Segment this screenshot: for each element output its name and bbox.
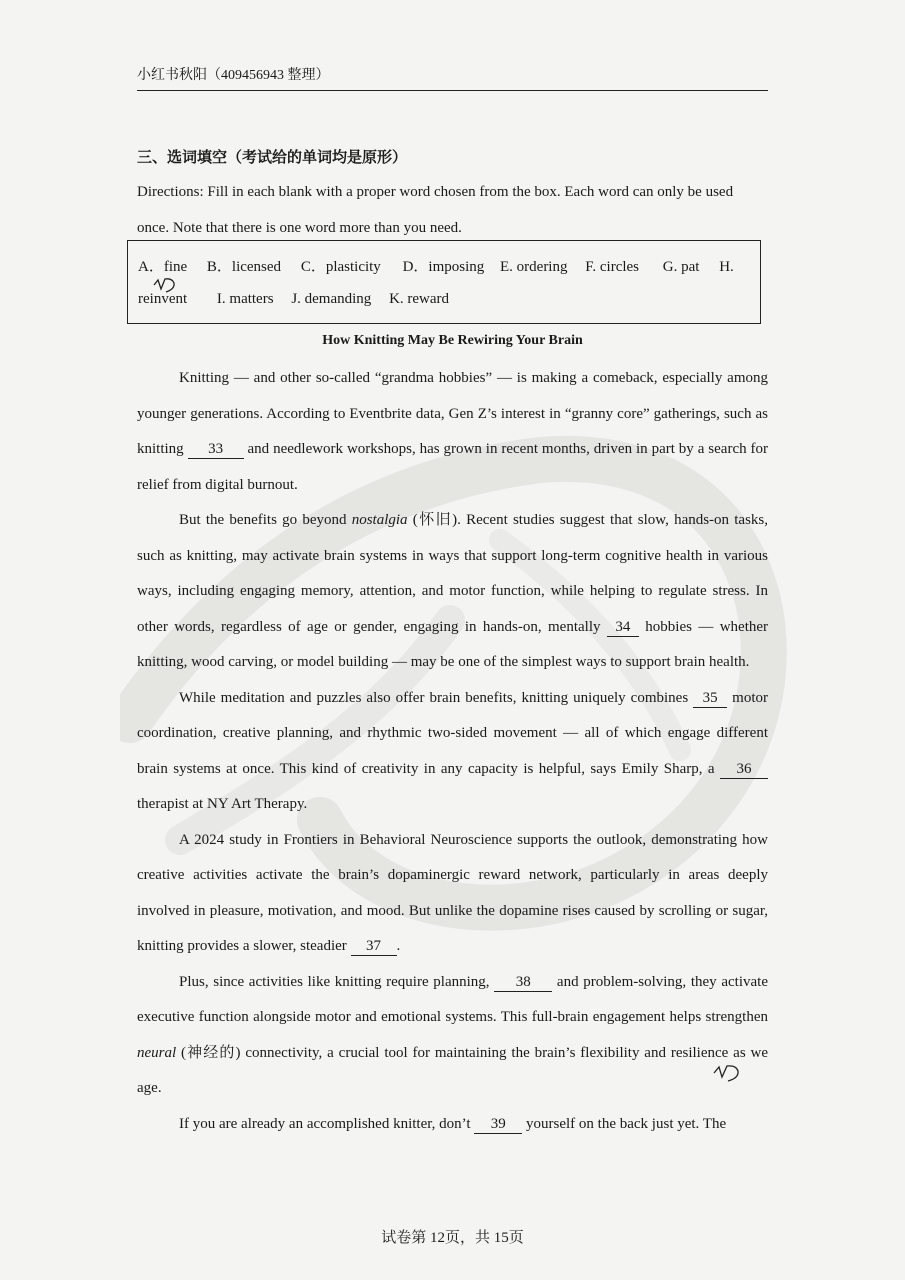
paragraph-5-text-c: (神经的) connectivity, a crucial tool for maintaining the brain’s flexibility and resilience as we age. [137, 1044, 769, 1096]
paragraph-3 [137, 681, 768, 823]
page-footer: 试卷第 12页，共 15页 [381, 1230, 524, 1246]
paragraph-6-text-b: yourself on the back just yet. The [526, 1115, 727, 1132]
blank-33: 33 [188, 440, 244, 459]
directions-text: Directions: Fill in each blank with a proper word chosen from the box. Each word can only be used once. Note that there is one word more than you need. [137, 184, 734, 236]
word-option-k: K. reward [389, 291, 450, 307]
paragraph-4 [137, 823, 768, 965]
paragraph-4-text-a: A 2024 study in Frontiers in Behavioral Neuroscience supports the outlook, demonstrating how creative activities activate the brain’s dopaminergic reward network, particularly in areas deeply involved in pleasure, motivation, and mood. But unlike the dopamine rises caused by scrolling or sugar, knitting provides a slower, steadier [137, 831, 768, 954]
word-option-a: A．fine [138, 259, 188, 275]
paragraph-2-text-a: But the benefits go beyond [179, 512, 347, 528]
paragraph-5-text-a: Plus, since activities like knitting require planning, [179, 973, 490, 990]
word-option-f: F. circles [585, 259, 640, 275]
nostalgia-term: nostalgia [351, 512, 408, 528]
word-option-g: G. pat [662, 259, 700, 275]
paragraph-2-text-c: hobbies — whether knitting, wood carving, or model building — may be one of the simplest ways to support brain health. [137, 618, 769, 670]
page-header: 小红书秋阳（409456943 整理） [137, 64, 768, 91]
word-option-e: E. ordering [500, 259, 568, 275]
blank-34: 34 [607, 618, 639, 637]
paragraph-3-text-c: therapist at NY Art Therapy. [137, 796, 308, 812]
blank-38: 38 [494, 973, 552, 992]
word-option-b: B．licensed [206, 259, 282, 275]
section-title: 三、选词填空（考试给的单词均是原形） [137, 148, 408, 166]
blank-39: 39 [474, 1115, 522, 1134]
paragraph-1 [137, 361, 768, 503]
paragraph-1-text-a: Knitting — and other so-called “grandma hobbies” — is making a comeback, especially among younger generations. According to Eventbrite data, Gen Z’s interest in “granny core” gatherings, such as knitting [137, 370, 768, 457]
word-option-d: D．imposing [402, 259, 485, 275]
paragraph-4-text-b: . [396, 938, 401, 954]
paragraph-5 [137, 965, 768, 1107]
paragraph-2 [137, 503, 768, 681]
neural-term: neural [137, 1044, 177, 1061]
word-option-j: J. demanding [291, 291, 372, 307]
blank-37: 37 [351, 937, 397, 956]
word-box-row-2 [138, 291, 449, 308]
article-title: How Knitting May Be Rewiring Your Brain [322, 333, 583, 348]
paragraph-3-text-a: While meditation and puzzles also offer brain benefits, knitting uniquely combines [179, 689, 689, 706]
paragraph-5-text-b: and problem-solving, they activate executive function alongside motor and emotional systems. This full-brain engagement helps strengthen [137, 973, 768, 1025]
article-body [137, 361, 768, 1142]
blank-35: 35 [693, 689, 727, 708]
paragraph-3-text-b: motor coordination, creative planning, and rhythmic two-sided movement — all of which engage different brain systems at once. This kind of creativity in any capacity is helpful, says Emily Sharp, a [137, 689, 768, 777]
word-box [127, 240, 761, 324]
checkmark-icon [712, 1064, 746, 1084]
word-box-row-1 [138, 255, 734, 276]
paragraph-2-text-b: (怀旧). Recent studies suggest that slow, hands-on tasks, such as knitting, may activate brain systems in ways that support long-term cognitive health in various ways, including engaging memory, attention, and motor function, while helping to regulate stress. In other words, regardless of age or gender, engaging in hands-on, mentally [137, 512, 769, 635]
paragraph-6-text-a: If you are already an accomplished knitter, don’t [179, 1115, 471, 1132]
blank-36: 36 [720, 760, 768, 779]
word-option-c: C．plasticity [300, 259, 381, 275]
paragraph-1-text-b: and needlework workshops, has grown in recent months, driven in part by a search for relief from digital burnout. [137, 441, 769, 493]
word-option-i: I. matters [216, 291, 274, 307]
word-option-h: reinvent [138, 291, 188, 307]
paragraph-6 [137, 1107, 768, 1143]
word-option-h-letter: H. [719, 259, 734, 275]
